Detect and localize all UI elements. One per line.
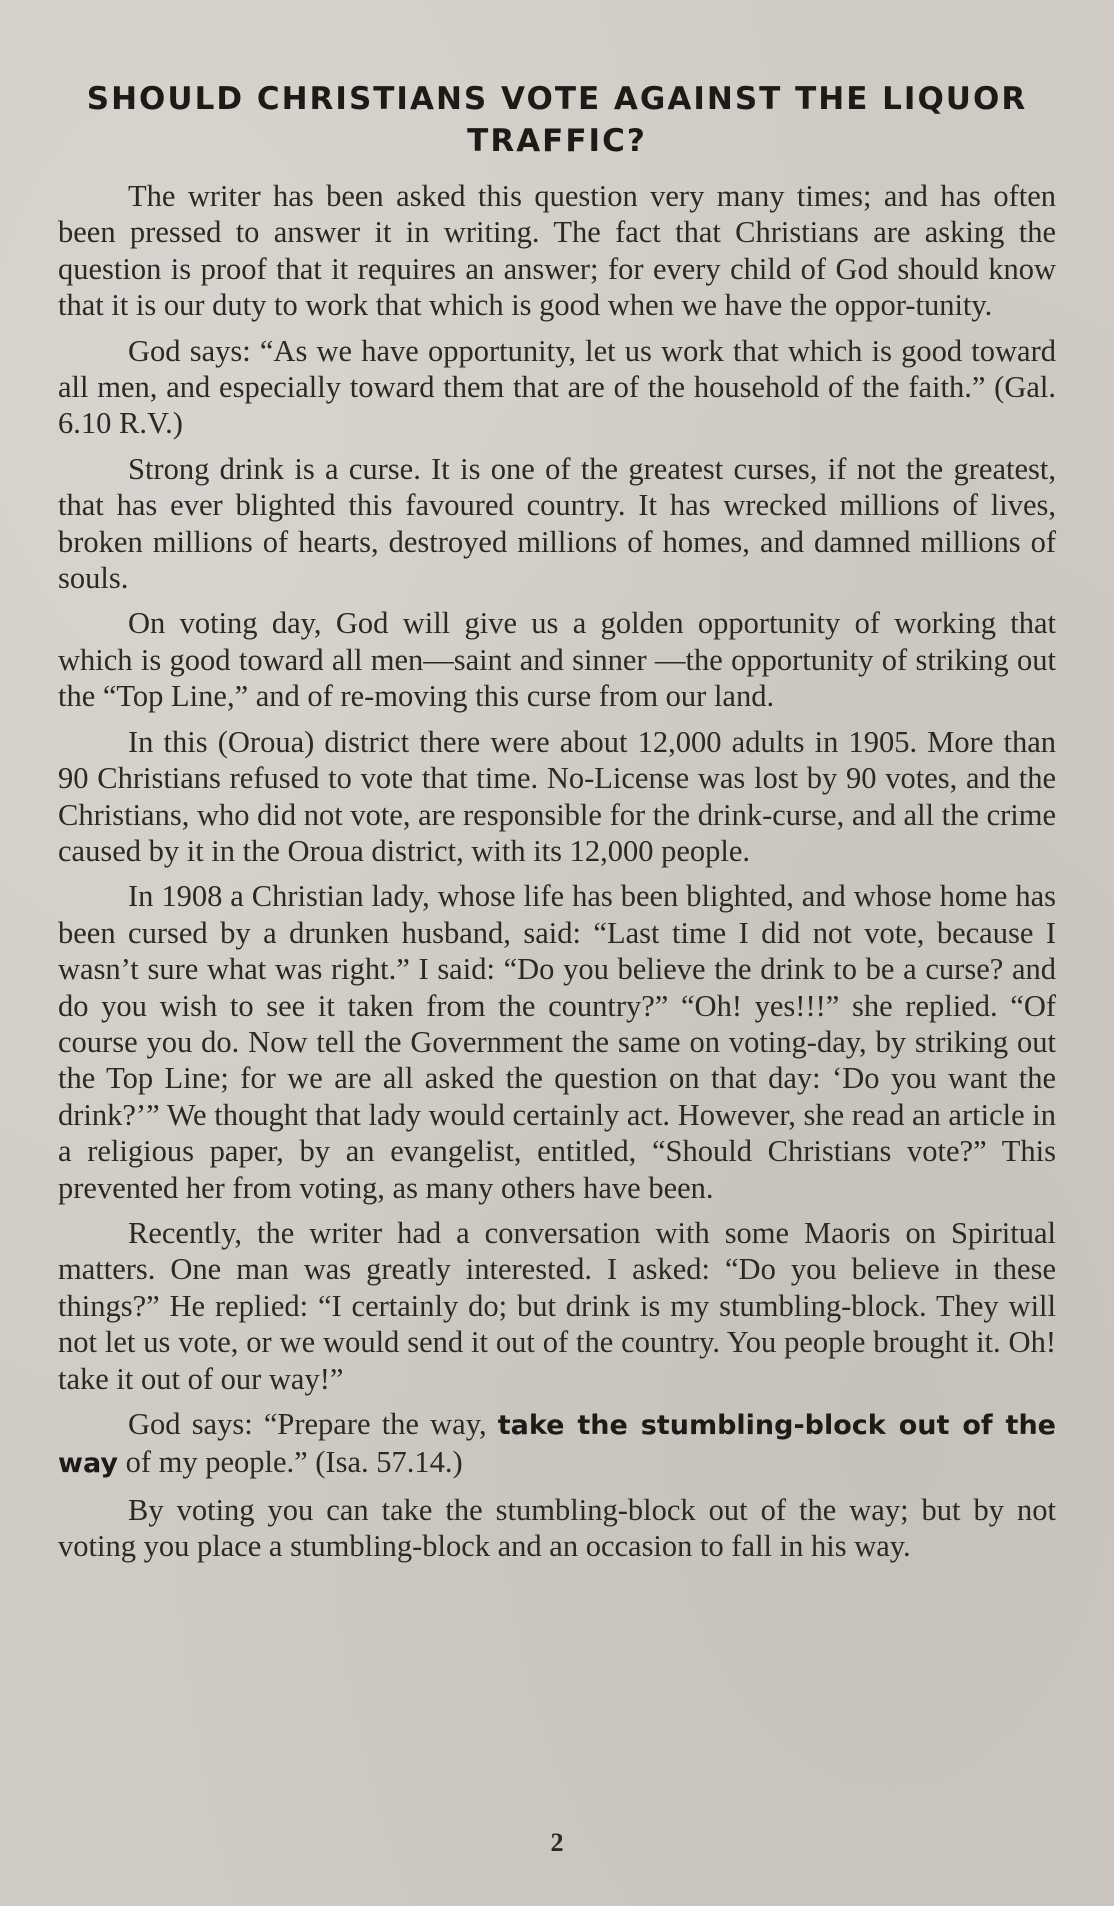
paragraph: God says: “As we have opportunity, let us work that which is good toward all men, and especially toward them that are of the household of the faith.” (Gal. 6.10 R.V.): [58, 333, 1056, 441]
title-line-1: SHOULD CHRISTIANS VOTE AGAINST THE LIQUOR: [86, 81, 1028, 117]
paragraph: In this (Oroua) district there were about 12,000 adults in 1905. More than 90 Christians refused to vote that time. No-License was lost by 90 votes, and the Christians, who did not vote, are responsible for the drink-curse, and all the crime caused by it in the Oroua district, with its 12,000 people.: [58, 724, 1056, 868]
paragraph: The writer has been asked this question very many times; and has often been pressed to answer it in writing. The fact that Christians are asking the question is proof that it requires an answer; for every child of God should know that it is our duty to work that which is good when we have the oppor-tunity.: [58, 179, 1056, 323]
isaiah-text-before: God says: “Prepare the way,: [128, 1407, 498, 1441]
paragraph: On voting day, God will give us a golden opportunity of working that which is good toward all men—saint and sinner —the opportunity of striking out the “Top Line,” and of re-moving this curse from our land.: [58, 606, 1056, 714]
paragraph: Strong drink is a curse. It is one of the greatest curses, if not the greatest, that has ever blighted this favoured country. It has wrecked millions of lives, broken millions of hearts, destroyed millions of homes, and damned millions of souls.: [58, 451, 1056, 596]
page-number: 2: [550, 1828, 564, 1857]
title-line-2: TRAFFIC?: [467, 123, 647, 159]
paragraph: In 1908 a Christian lady, whose life has been blighted, and whose home has been cursed by a drunken husband, said: “Last time I did not vote, because I wasn’t sure what was right.” I said: “Do you believe the drink to be a curse? and do you wish to see it taken from the country?” “Oh! yes!!!” she replied. “Of course you do. Now tell the Government the same on voting-day, by striking out the Top Line; for we are all asked the question on that day: ‘Do you want the drink?’” We thought that lady would certainly act. However, she read an article in a religious paper, by an evangelist, entitled, “Should Christians vote?” This prevented her from voting, as many others have been.: [58, 879, 1056, 1205]
isaiah-text-after: of my people.” (Isa. 57.14.): [117, 1445, 463, 1480]
document-page: [58, 78, 1056, 1574]
isaiah-paragraph: [58, 1406, 1056, 1483]
paragraph: Recently, the writer had a conversation with some Maoris on Spiritual matters. One man was greatly interested. I asked: “Do you believe in these things?” He replied: “I certainly do; but drink is my stumbling-block. They will not let us vote, or we would send it out of the country. You people brought it. Oh! take it out of our way!”: [58, 1215, 1056, 1396]
isaiah-bold-phrase: take the stumbling-block out of the way: [58, 1410, 1056, 1480]
final-paragraph: By voting you can take the stumbling-block out of the way; but by not voting you place a stumbling-block and an occasion to fall in his way.: [58, 1492, 1056, 1564]
page-title: [58, 78, 1056, 162]
